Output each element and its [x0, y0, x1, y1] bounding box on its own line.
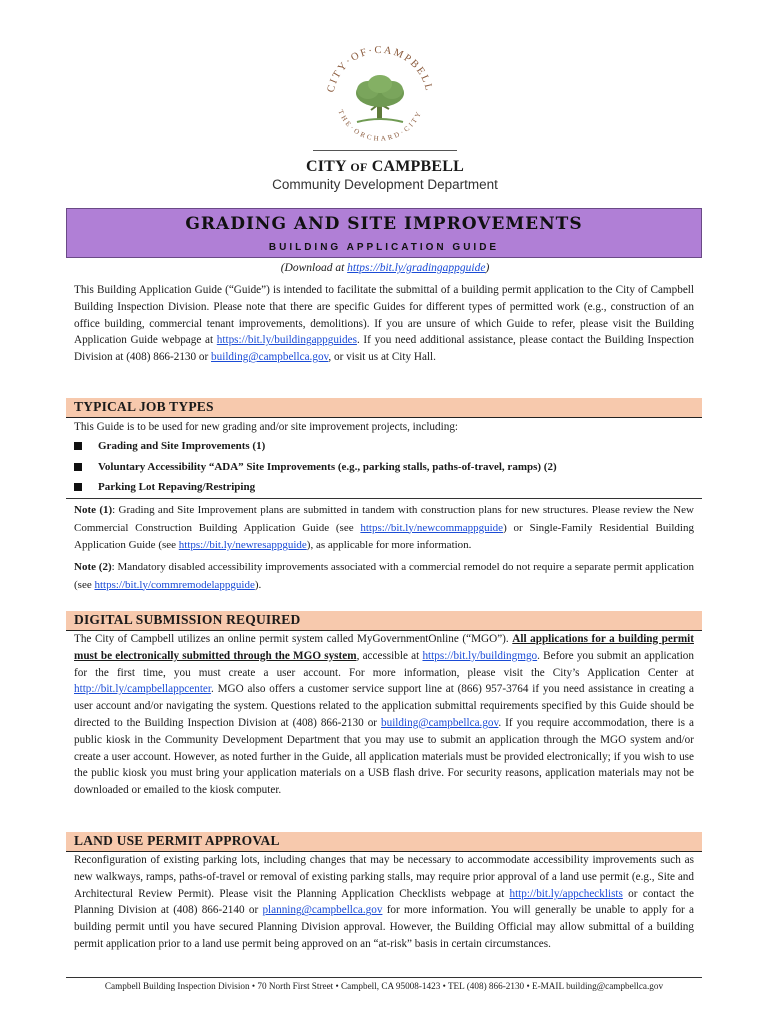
section-typical-job-types: TYPICAL JOB TYPES [66, 398, 702, 418]
newcomm-link[interactable]: https://bit.ly/newcommappguide [360, 521, 504, 534]
note-2: Note (2): Mandatory disabled accessibility improvements associated with a commercial remodel do not require a separate permit application (see https://bit.ly/commremodelappguide). [74, 561, 694, 591]
list-item: Grading and Site Improvements (1) [74, 437, 694, 458]
download-line: (Download at https://bit.ly/gradingappguide) [280, 262, 490, 274]
appcenter-link[interactable]: http://bit.ly/campbellappcenter [74, 683, 212, 696]
building-email-link[interactable]: building@campbellca.gov [211, 351, 329, 364]
intro-paragraph: This Building Application Guide (“Guide”) is intended to facilitate the submittal of a building permit application to the City of Campbell Building Inspection Division. Please note that there are specific Guides for different types of permitted work (e.g., construction of an office building, commercial tenant improvements, demolitions). If you are unsure of which Guide to refer, please visit the Building Application Guide webpage at https://bit.ly/buildingappguides. If you need additional assistance, please contact the Building Inspection Division at (408) 866-2130 or building@campbellca.gov, or visit us at City Hall. [74, 284, 694, 364]
typical-lead: This Guide is to be used for new grading and/or site improvement projects, including: [74, 421, 459, 433]
section-land-use: LAND USE PERMIT APPROVAL [66, 832, 702, 852]
bullet-square-icon [74, 483, 82, 491]
guides-link[interactable]: https://bit.ly/buildingappguides [216, 334, 357, 347]
bullet-square-icon [74, 463, 82, 471]
section-digital-submission: DIGITAL SUBMISSION REQUIRED [66, 611, 702, 631]
document-title: GRADING AND SITE IMPROVEMENTS [185, 214, 583, 234]
notes-divider [66, 498, 702, 499]
job-types-list [74, 437, 694, 499]
note-1: Note (1): Grading and Site Improvement plans are submitted in tandem with construction plans for new structures. Please review the New Commercial Construction Building Application Guide (see https://bit.ly/newcommappguide) or Single-Family Residential Building Application Guide (see https://bit.ly/newresappguide), as applicable for more information. [74, 504, 694, 551]
list-item: Voluntary Accessibility “ADA” Site Improvements (e.g., parking stalls, paths-of-travel, ramps) (2) [74, 458, 694, 479]
download-link[interactable]: https://bit.ly/gradingappguide [347, 262, 486, 274]
page-footer: Campbell Building Inspection Division • 70 North First Street • Campbell, CA 95008-1423 • TEL (408) 866-2130 • E-MAIL building@campbellca.gov [66, 977, 702, 991]
list-item: Parking Lot Repaving/Restriping [74, 478, 694, 499]
title-banner [66, 208, 702, 258]
commremodel-link[interactable]: https://bit.ly/commremodelappguide [94, 578, 255, 591]
svg-text:CITY·OF·CAMPBELL: CITY·OF·CAMPBELL [325, 44, 435, 94]
bullet-square-icon [74, 442, 82, 450]
building-email-link-2[interactable]: building@campbellca.gov [381, 716, 499, 729]
city-name: CITY OF CAMPBELL [306, 158, 464, 175]
city-seal-logo [305, 38, 455, 148]
checklists-link[interactable]: http://bit.ly/appchecklists [509, 887, 623, 900]
document-subtitle: BUILDING APPLICATION GUIDE [268, 242, 500, 253]
newres-link[interactable]: https://bit.ly/newresappguide [178, 539, 307, 551]
digital-paragraph: The City of Campbell utilizes an online permit system called MyGovernmentOnline (“MGO”). All applications for a building permit must be electronically submitted through the MGO system, accessible at https://bit.ly/buildingmgo. Before you submit an application for the first time, you must create a user account. For more information, please visit the City’s Application Center at http://bit.ly/campbellappcenter. MGO also offers a customer service support line at (866) 957-3764 if you need assistance in creating a user account and/or navigating the system. Questions related to the application submittal requirements specified by this Guide should be directed to the Building Inspection Division at (408) 866-2130 or building@campbellca.gov. If you require accommodation, there is a public kiosk in the Community Development Department that you may use to submit an application through the MGO system and/or create a user account. However, as noted further in the Guide, all application materials must be provided electronically; if you wish to use the public kiosk you must bring your application materials on a USB flash drive. For security reasons, application materials may not be downloaded or emailed to the kiosk computer. [74, 633, 694, 797]
mgo-link[interactable]: https://bit.ly/buildingmgo [422, 649, 538, 662]
department-name: Community Development Department [272, 177, 498, 192]
planning-email-link[interactable]: planning@campbellca.gov [262, 904, 383, 917]
seal-divider [313, 150, 457, 151]
svg-text:THE·ORCHARD·CITY: THE·ORCHARD·CITY [336, 108, 424, 143]
landuse-paragraph: Reconfiguration of existing parking lots, including changes that may be necessary to accommodate accessibility improvements such as new walkways, ramps, paths-of-travel or removal of existing parking stalls, may require prior approval of a land use permit (e.g., Site and Architectural Review Permit). Please visit the Planning Application Checklists webpage at http://bit.ly/appchecklists or contact the Planning Division at (408) 866-2140 or planning@campbellca.gov for more information. You will generally be unable to apply for a building permit until you have secured Planning Division approval. However, the Building Official may allow submittal of a building permit application prior to a land use permit being approved on an “at-risk” basis in certain circumstances. [74, 854, 694, 950]
